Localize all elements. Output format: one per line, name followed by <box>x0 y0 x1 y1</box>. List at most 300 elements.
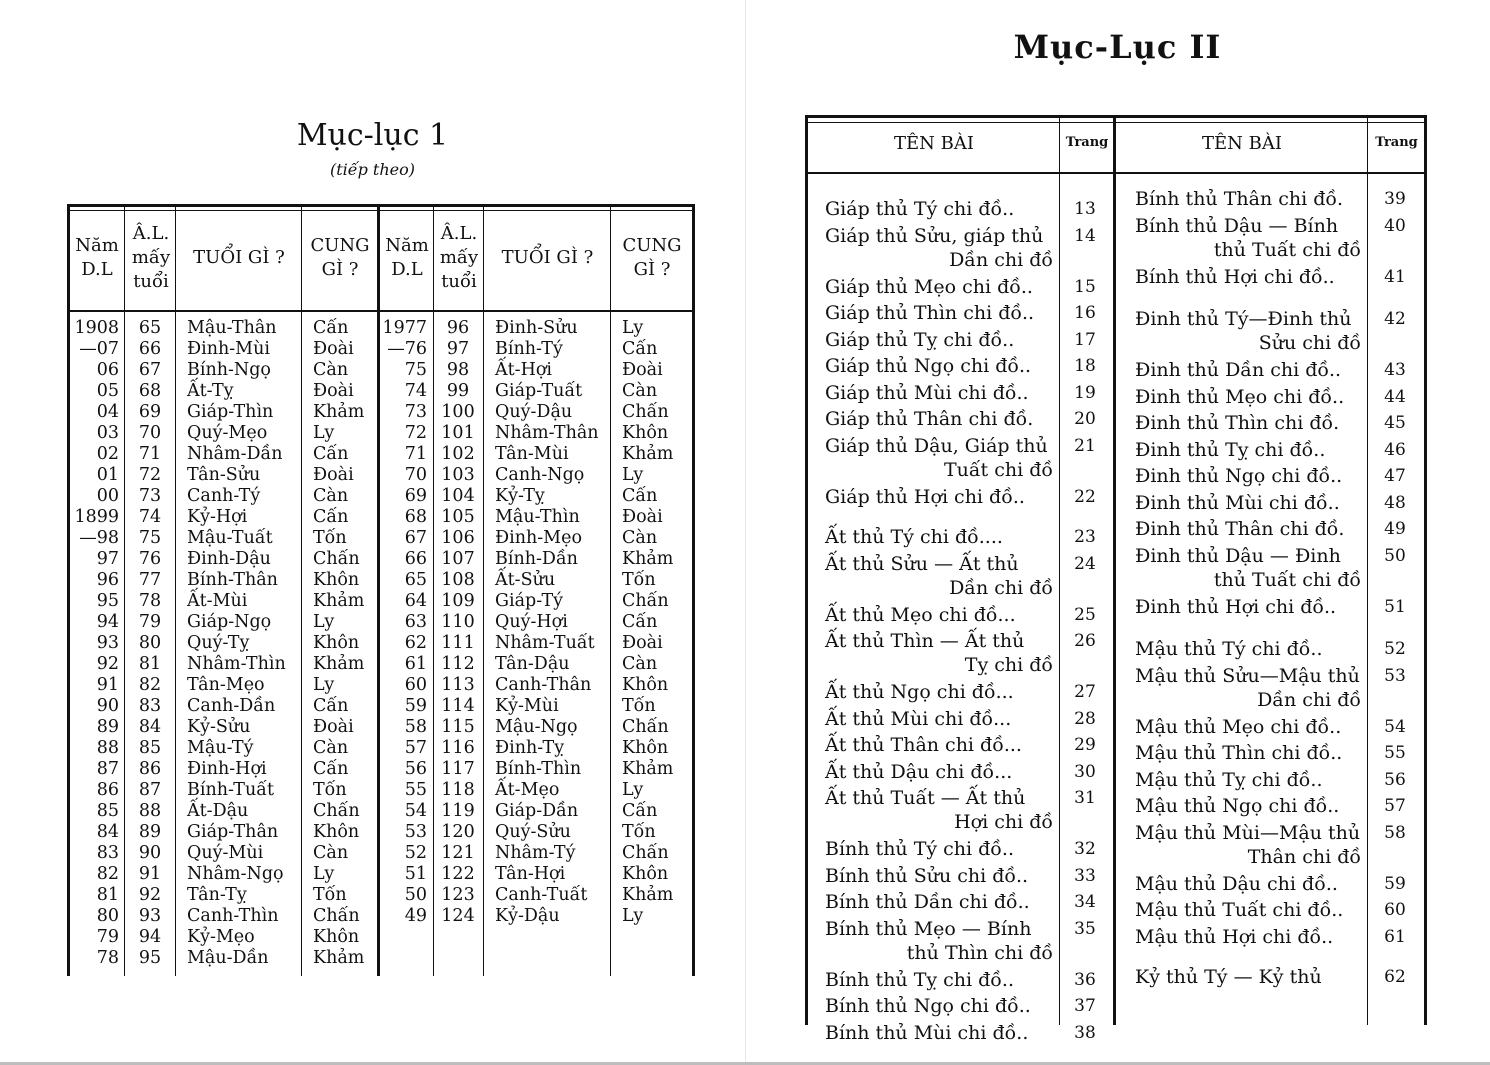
toc-entry-title: Ất thủ Mùi chi đồ... <box>825 707 1012 730</box>
table-cell: Càn <box>622 381 658 401</box>
table-cell: Mậu-Tuất <box>187 528 273 548</box>
table-cell: Mậu-Thìn <box>495 507 580 527</box>
table-cell: Chấn <box>313 549 360 569</box>
toc-entry <box>825 1021 1053 1045</box>
table-cell: Khôn <box>313 633 360 653</box>
table-cell: 71 <box>138 444 162 464</box>
table-cell: 106 <box>441 528 475 548</box>
table-cell: Ất-Hợi <box>495 360 552 380</box>
table-cell: 105 <box>441 507 475 527</box>
table-cell: Cấn <box>622 486 658 506</box>
column-divider <box>433 204 434 976</box>
table-cell: Canh-Dần <box>187 696 276 716</box>
header-cung-2: CUNG GÌ ? <box>622 235 682 280</box>
table-cell: —76 <box>387 339 427 359</box>
table-cell: 76 <box>138 549 162 569</box>
toc-entry-title: Giáp thủ Tý chi đồ.. <box>825 198 1015 220</box>
table-cell: Cấn <box>313 444 349 464</box>
toc-entry-title: Bính thủ Dần chi đồ.. <box>825 891 1030 913</box>
toc-page-number: 36 <box>1074 969 1096 990</box>
toc-entry <box>825 525 1053 549</box>
toc-entry-title: Đinh thủ Dậu — Đinh <box>1135 544 1341 567</box>
table-cell: 92 <box>96 654 119 674</box>
toc-entry-title: Giáp thủ Dậu, Giáp thủ <box>825 434 1048 457</box>
toc-entry <box>825 629 1053 677</box>
table-cell: 72 <box>138 465 162 485</box>
column-divider <box>610 204 611 976</box>
table-cell: 79 <box>96 927 119 947</box>
table-cell: Đinh-Dậu <box>187 549 271 569</box>
table-cell: 74 <box>404 381 427 401</box>
table-cell: 1977 <box>382 318 427 338</box>
table-cell: 69 <box>404 486 427 506</box>
table-cell: Càn <box>622 528 658 548</box>
table-cell: Chấn <box>622 843 669 863</box>
table-cell: Quý-Mùi <box>187 843 264 863</box>
table-cell: Bính-Thân <box>187 570 278 590</box>
toc-entry <box>1135 491 1361 515</box>
table-cell: 65 <box>138 318 162 338</box>
table-cell: Bính-Thìn <box>495 759 582 779</box>
table-cell: Nhâm-Ngọ <box>187 864 284 884</box>
table-cell: Đinh-Tỵ <box>495 738 565 758</box>
table-cell: Ất-Mẹo <box>495 780 560 800</box>
table-cell: 93 <box>96 633 119 653</box>
toc-entry <box>825 354 1053 378</box>
table-cell: 85 <box>96 801 119 821</box>
table-cell: Đinh-Hợi <box>187 759 267 779</box>
table-cell: Cấn <box>313 696 349 716</box>
table-cell: Khôn <box>622 738 669 758</box>
table-cell: 56 <box>404 759 427 779</box>
table-cell: Ất-Sửu <box>495 570 556 590</box>
table-top-rule-thin <box>805 122 1427 123</box>
toc-entry-title: Giáp thủ Mùi chi đồ.. <box>825 381 1029 404</box>
table-cell: Tân-Hợi <box>495 864 566 884</box>
table-cell: Quý-Sửu <box>495 822 571 842</box>
table-cell: Khảm <box>622 885 674 905</box>
toc-entry-title: Giáp thủ Hợi chi đồ.. <box>825 485 1025 508</box>
table-cell: Khôn <box>313 570 360 590</box>
table-cell: 01 <box>96 465 119 485</box>
toc-entry <box>1135 595 1361 619</box>
table-cell: 96 <box>446 318 470 338</box>
table-cell: Cấn <box>622 339 658 359</box>
table-cell: 112 <box>441 654 475 674</box>
toc-page-number: 25 <box>1074 604 1096 625</box>
table-cell: Đoài <box>622 360 663 380</box>
toc-entry <box>1135 664 1361 712</box>
toc-entry-title: Bính thủ Mẹo — Bính <box>825 917 1032 940</box>
toc-entry-title: Đinh thủ Thân chi đồ. <box>1135 518 1345 540</box>
table-cell: 88 <box>96 738 119 758</box>
toc-entry-title: Mậu thủ Ngọ chi đồ.. <box>1135 795 1340 817</box>
table-cell: 03 <box>96 423 119 443</box>
table-cell: Ly <box>622 780 644 800</box>
table-cell: 113 <box>441 675 475 695</box>
table-cell: Giáp-Thân <box>187 822 279 842</box>
table-cell: 51 <box>404 864 427 884</box>
toc-entry <box>825 994 1053 1018</box>
column-divider <box>1367 115 1368 1025</box>
toc-entry <box>1135 187 1361 211</box>
toc-entry <box>825 760 1053 784</box>
table-cell: Bính-Tý <box>495 339 563 359</box>
table-cell: 66 <box>404 549 427 569</box>
table-cell: Khôn <box>622 423 669 443</box>
table-cell: Mậu-Dần <box>187 948 269 968</box>
table-cell: 74 <box>138 507 162 527</box>
toc-page-number: 19 <box>1074 382 1096 403</box>
table-cell: 87 <box>138 780 162 800</box>
toc-entry-title: Giáp thủ Sửu, giáp thủ <box>825 224 1044 247</box>
table-cell: 82 <box>96 864 119 884</box>
toc-entry <box>825 275 1053 299</box>
header-tuoi-2: TUỔI GÌ ? <box>501 247 594 268</box>
page-title: Mục-lục 1 <box>296 118 449 153</box>
table-cell: 94 <box>96 612 119 632</box>
toc-entry-title-cont: Dần chi đồ <box>949 576 1053 599</box>
toc-entry-title: Kỷ thủ Tý — Kỷ thủ <box>1135 966 1322 988</box>
table-cell: Khảm <box>313 402 365 422</box>
table-cell: Bính-Tuất <box>187 780 274 800</box>
table-cell: Chấn <box>622 591 669 611</box>
toc-entry <box>825 733 1053 757</box>
table-cell: Tân-Tỵ <box>187 885 247 905</box>
table-cell: Ất-Dậu <box>187 801 249 821</box>
table-cell: 64 <box>404 591 427 611</box>
toc-entry-title-cont: Tỵ chi đồ <box>964 654 1053 676</box>
table-cell: —07 <box>79 339 119 359</box>
table-cell: Chấn <box>313 801 360 821</box>
table-cell: 86 <box>96 780 119 800</box>
toc-entry <box>1135 214 1361 262</box>
right-page <box>745 0 1490 1065</box>
toc-entry-title: Mậu thủ Sửu—Mậu thủ <box>1135 664 1360 687</box>
table-cell: Càn <box>622 654 658 674</box>
toc-entry <box>1135 872 1361 896</box>
col-nam-dl-2 <box>379 318 427 927</box>
table-cell: 104 <box>441 486 475 506</box>
table-cell: Bính-Ngọ <box>187 360 271 380</box>
toc-entry-title: Ất thủ Sửu — Ất thủ <box>825 552 1019 575</box>
header-ten-bai: TÊN BÀI <box>894 133 974 154</box>
table-cell: Ly <box>622 465 644 485</box>
table-cell: 85 <box>138 738 162 758</box>
table-cell: 119 <box>441 801 475 821</box>
table-cell: 91 <box>138 864 162 884</box>
table-cell: Tốn <box>313 528 347 548</box>
table-cell: Ất-Tỵ <box>187 381 234 401</box>
toc-entry-title-cont: Dần chi đồ <box>1257 688 1361 711</box>
table-cell: 81 <box>138 654 162 674</box>
toc-entry-title: Giáp thủ Thìn chi đồ.. <box>825 302 1035 324</box>
toc-entry-title-cont: Dần chi đồ <box>949 248 1053 271</box>
table-cell: Tốn <box>622 570 656 590</box>
toc-entry-title: Bính thủ Tỵ chi đồ.. <box>825 968 1015 991</box>
table-cell: 118 <box>441 780 475 800</box>
table-cell: 123 <box>441 885 475 905</box>
table-cell: Kỷ-Sửu <box>187 717 251 737</box>
toc-entry-title: Bính thủ Sửu chi đồ.. <box>825 864 1029 887</box>
table-cell: 04 <box>96 402 119 422</box>
toc-entry <box>825 786 1053 834</box>
toc-entry-title: Mậu thủ Tuất chi đồ.. <box>1135 899 1344 921</box>
toc-page-number: 54 <box>1384 716 1406 737</box>
toc-entry <box>825 864 1053 888</box>
table-cell: 65 <box>404 570 427 590</box>
table-cell: 110 <box>441 612 475 632</box>
toc-page-number: 59 <box>1384 873 1406 894</box>
table-cell: Ly <box>313 423 335 443</box>
toc-entry-title-cont: Sửu chi đồ <box>1258 332 1361 354</box>
table-cell: Tân-Dậu <box>495 654 570 674</box>
table-cell: Càn <box>313 360 349 380</box>
table-cell: Nhâm-Thìn <box>187 654 286 674</box>
toc-entry <box>825 328 1053 352</box>
table-cell: Càn <box>313 843 349 863</box>
toc-entry-title: Mậu thủ Mùi—Mậu thủ <box>1135 821 1361 844</box>
col-cung-2 <box>622 318 690 927</box>
table-cell: Ly <box>622 906 644 926</box>
table-cell: Canh-Ngọ <box>495 465 585 485</box>
toc-entry-title: Bính thủ Hợi chi đồ.. <box>1135 265 1335 288</box>
page-title-2: Mục-Lục II <box>1013 28 1222 66</box>
toc-entry-title: Mậu thủ Mẹo chi đồ.. <box>1135 715 1342 738</box>
toc-entry-title: Đinh thủ Mẹo chi đồ.. <box>1135 385 1345 408</box>
toc-page-number: 31 <box>1074 788 1096 808</box>
table-cell: 115 <box>441 717 475 737</box>
toc-entry-title: Đinh thủ Thìn chi đồ. <box>1135 412 1340 434</box>
table-cell: 87 <box>96 759 119 779</box>
toc-page-number: 48 <box>1384 492 1406 513</box>
toc-page-number: 30 <box>1074 761 1096 782</box>
toc-entry-title: Ất thủ Mẹo chi đồ... <box>825 603 1016 626</box>
toc-entry-title-cont: Hợi chi đồ <box>954 811 1053 833</box>
table-cell: 90 <box>138 843 162 863</box>
toc-entry <box>1135 768 1361 792</box>
toc-entry <box>825 301 1053 325</box>
column-divider <box>124 204 125 976</box>
toc-entry-title: Mậu thủ Hợi chi đồ.. <box>1135 925 1334 948</box>
toc-page-number: 20 <box>1074 409 1096 429</box>
toc-page-number: 42 <box>1384 309 1406 329</box>
table-cell: 117 <box>441 759 475 779</box>
table-cell: 120 <box>441 822 475 842</box>
toc-entry-title: Giáp thủ Thân chi đồ. <box>825 408 1034 430</box>
toc-entry-title: Mậu thủ Tỵ chi đồ.. <box>1135 768 1323 791</box>
toc-entry <box>1135 925 1361 949</box>
column-divider <box>175 204 176 976</box>
table-cell: 91 <box>96 675 119 695</box>
toc-page-number: 62 <box>1384 967 1406 987</box>
toc-entry <box>1135 385 1361 409</box>
toc-page-number: 53 <box>1384 665 1406 686</box>
toc-entry-title: Bính thủ Tý chi đồ.. <box>825 838 1015 860</box>
table-cell: Tốn <box>622 696 656 716</box>
table-cell: Càn <box>313 486 349 506</box>
contents-table <box>805 115 1427 1044</box>
table-cell: 77 <box>138 570 162 590</box>
table-cell: Kỷ-Hợi <box>187 507 248 527</box>
toc-page-number: 17 <box>1074 329 1096 350</box>
toc-entry-title: Bính thủ Ngọ chi đồ.. <box>825 995 1031 1017</box>
toc-entry-title-cont: thủ Thìn chi đồ <box>906 941 1053 964</box>
toc-page-number: 13 <box>1074 199 1096 219</box>
toc-page-number: 58 <box>1384 822 1406 843</box>
toc-page-number: 26 <box>1074 631 1096 651</box>
toc-page-number: 43 <box>1384 360 1406 380</box>
table-cell: 89 <box>138 822 162 842</box>
table-cell: 97 <box>446 339 470 359</box>
table-cell: 89 <box>96 717 119 737</box>
table-border-right <box>692 204 695 976</box>
table-cell: Giáp-Tý <box>495 591 564 611</box>
toc-entry <box>1135 544 1361 592</box>
toc-entry <box>825 224 1053 272</box>
table-cell: 116 <box>441 738 475 758</box>
column-divider <box>301 204 302 976</box>
toc-entry <box>825 197 1053 221</box>
table-cell: Cấn <box>622 612 658 632</box>
toc-entry-title: Giáp thủ Mẹo chi đồ.. <box>825 275 1033 298</box>
table-cell: 53 <box>404 822 427 842</box>
toc-page-number: 51 <box>1384 596 1406 617</box>
age-table <box>67 204 695 976</box>
table-cell: 75 <box>404 360 427 380</box>
toc-entry <box>1135 794 1361 818</box>
table-cell: Mậu-Tý <box>187 738 254 758</box>
table-cell: 59 <box>404 696 427 716</box>
table-cell: Canh-Tý <box>187 486 261 506</box>
toc-page-number: 44 <box>1384 386 1406 407</box>
table-cell: Canh-Thìn <box>187 906 279 926</box>
table-cell: 83 <box>96 843 119 863</box>
toc-entry-title: Bính thủ Thân chi đồ. <box>1135 188 1344 210</box>
toc-page-number: 35 <box>1074 918 1096 939</box>
page-subtitle: (tiếp theo) <box>329 160 416 179</box>
toc-entry-title: Bính thủ Dậu — Bính <box>1135 214 1339 237</box>
table-cell: 97 <box>96 549 119 569</box>
toc-entry <box>1135 898 1361 922</box>
toc-page-number: 40 <box>1384 215 1406 236</box>
toc-entry <box>1135 965 1361 989</box>
table-top-rule <box>805 115 1427 118</box>
table-cell: Đoài <box>313 339 354 359</box>
table-cell: 93 <box>138 906 162 926</box>
table-border-left <box>805 115 808 1025</box>
table-cell: 92 <box>138 885 162 905</box>
toc-entry-title: Đinh thủ Ngọ chi đồ.. <box>1135 465 1343 487</box>
toc-page-number: 46 <box>1384 439 1406 460</box>
table-cell: Kỷ-Mẹo <box>187 927 255 947</box>
toc-page-number: 15 <box>1074 276 1096 297</box>
table-cell: Kỷ-Mùi <box>495 696 559 716</box>
toc-entry-title-cont: Thân chi đồ <box>1247 845 1361 868</box>
toc-entry <box>825 603 1053 627</box>
table-cell: Nhâm-Tý <box>495 843 576 863</box>
table-cell: Ly <box>622 318 644 338</box>
header-al-2: Â.L. mấy tuổi <box>439 223 479 292</box>
toc-entry-title: Ất thủ Thìn — Ất thủ <box>825 630 1025 652</box>
table-cell: 69 <box>138 402 162 422</box>
table-cell: Ly <box>313 612 335 632</box>
toc-page-number: 47 <box>1384 466 1406 486</box>
toc-entry <box>825 434 1053 482</box>
toc-page-number: 45 <box>1384 413 1406 433</box>
table-cell: 95 <box>96 591 119 611</box>
table-cell: 80 <box>138 633 162 653</box>
toc-page-number: 33 <box>1074 865 1096 886</box>
table-cell: 06 <box>96 360 119 380</box>
toc-page-number: 24 <box>1074 553 1096 574</box>
table-cell: 107 <box>441 549 475 569</box>
column-divider <box>483 204 484 976</box>
table-cell: 70 <box>138 423 162 443</box>
table-cell: 101 <box>441 423 475 443</box>
table-cell: 86 <box>138 759 162 779</box>
toc-page-number: 18 <box>1074 356 1096 376</box>
toc-entry <box>825 707 1053 731</box>
table-cell: 05 <box>96 381 119 401</box>
group-divider <box>1113 115 1116 1025</box>
toc-entry-title: Mậu thủ Thìn chi đồ.. <box>1135 742 1343 764</box>
table-cell: Nhâm-Dần <box>187 444 283 464</box>
toc-page-number: 56 <box>1384 769 1406 790</box>
table-cell: 1908 <box>74 318 119 338</box>
toc-entry <box>1135 637 1361 661</box>
table-cell: Ất-Mùi <box>187 591 248 611</box>
table-cell: —98 <box>79 528 119 548</box>
toc-entry <box>1135 307 1361 355</box>
toc-entry <box>1135 464 1361 488</box>
table-cell: 109 <box>441 591 475 611</box>
table-cell: Giáp-Ngọ <box>187 612 272 632</box>
table-cell: Đinh-Mẹo <box>495 528 582 548</box>
toc-entry <box>1135 517 1361 541</box>
toc-entry <box>825 485 1053 509</box>
toc-entry <box>1135 411 1361 435</box>
table-cell: 100 <box>441 402 475 422</box>
toc-entry <box>825 917 1053 965</box>
table-cell: Cấn <box>313 507 349 527</box>
table-cell: Quý-Mẹo <box>187 423 268 443</box>
toc-entry <box>825 381 1053 405</box>
table-cell: 79 <box>138 612 162 632</box>
table-cell: 81 <box>96 885 119 905</box>
table-cell: Nhâm-Tuất <box>495 633 595 653</box>
table-cell: Khôn <box>622 675 669 695</box>
table-cell: 73 <box>138 486 162 506</box>
table-header-rule <box>805 172 1427 174</box>
toc-entry-title: Bính thủ Mùi chi đồ.. <box>825 1021 1029 1044</box>
toc-entry-title: Giáp thủ Tỵ chi đồ.. <box>825 328 1015 351</box>
table-cell: 60 <box>404 675 427 695</box>
table-cell: Khảm <box>622 444 674 464</box>
table-cell: 71 <box>404 444 427 464</box>
table-cell: 94 <box>138 927 162 947</box>
table-cell: 78 <box>138 591 162 611</box>
table-cell: Khôn <box>313 822 360 842</box>
table-cell: Nhâm-Thân <box>495 423 599 443</box>
toc-entry-title: Đinh thủ Tý—Đinh thủ <box>1135 308 1352 330</box>
table-cell: 82 <box>138 675 162 695</box>
table-cell: Ly <box>313 864 335 884</box>
table-cell: Canh-Thân <box>495 675 592 695</box>
table-cell: 99 <box>446 381 470 401</box>
table-cell: 63 <box>404 612 427 632</box>
toc-entry <box>1135 741 1361 765</box>
